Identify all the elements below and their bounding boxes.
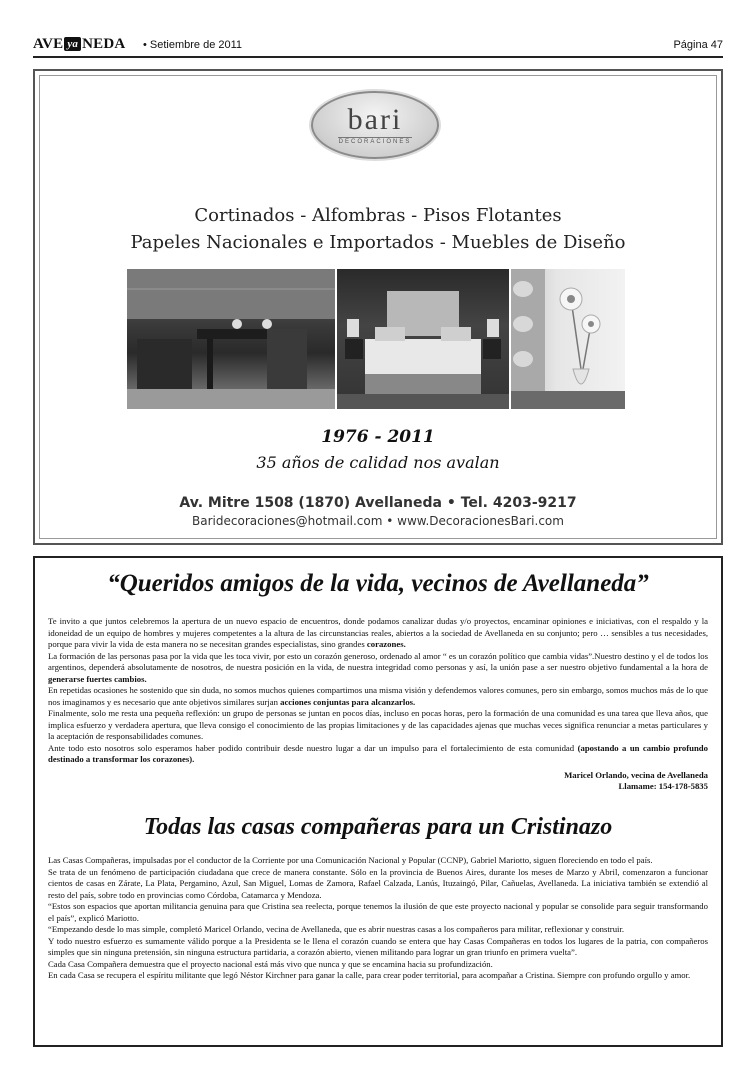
services-line-1: Cortinados - Alfombras - Pisos Flotantes [194,205,562,226]
ad-slogan: 35 años de calidad nos avalan [256,453,500,472]
page-number: Página 47 [673,39,723,51]
services-line-2: Papeles Nacionales e Importados - Muebles de Diseño [130,232,626,253]
article-1-body [48,616,708,766]
article-1-paragraph [48,685,708,708]
article-2-paragraph: En cada Casa se recupera el espíritu militante que legó Néstor Kirchner para ganar la calle, para crear poder territorial, para acompañar a Cristina. Siempre con profundo orgullo y amor. [48,970,691,980]
article-1-p2-text: La formación de las personas pasa por la vida que les toca vivir, por esto un corazón generoso, ordenado al amor “ es un corazón político que cambia vidas”.Nuestro destino y el de todos los argentinos, dependerá absolutamente de nosotros, de nuestra posición en la vida, de nuestra integridad como personas y así, la unión pase a ser nuestro objetivo fundamental a la hora de [48,650,708,672]
article-1-signature: Maricel Orlando, vecina de Avellaneda [564,770,708,780]
ad-years: 1976 - 2011 [321,427,435,447]
article-1-paragraph [48,651,708,686]
ad-address: Av. Mitre 1508 (1870) Avellaneda • Tel. 4203-9217 [179,495,577,511]
article-1-paragraph [48,616,708,651]
article-1-p2-bold: generarse fuertes cambios. [48,673,147,684]
article-2-paragraph: Se trata de un fenómeno de participación ciudadana que crece de manera constante. Sólo en la provincia de Buenos Aires, durante los meses de Marzo y Abril, comenzaron a funcionar cientos de casas en Zárate, La Plata, Pergamino, Azul, San Miguel, Lomas de Zamora, Rafael Calzada, Lanús, Ituzaingó, Pilar, Cañuelas, Avellaneda. La iniciativa también se extendió al resto del país, sobre todo en provincias como Córdoba, Catamarca y Mendoza. [48,866,708,900]
article-2-paragraph: Y todo nuestro esfuerzo es sumamente válido porque a la Presidenta se le llena el corazón cuando se entera que hay Casas Compañeras en todos los lugares de la patria, con compañeros simples que sin ninguna pretensión, sin ninguna estructura partidaria, a corazón abierto, vienen militando para lograr un gran triunfo en primera vuelta”. [48,935,708,957]
flower-vase-photo [511,269,625,409]
ad-services [35,202,721,256]
article-1-p5-text: Ante todo esto nosotros solo esperamos haber podido contribuir desde nuestro lugar a dar un impulso para el fortalecimiento de esta comunidad [48,742,578,753]
article-1-title: “Queridos amigos de la vida, vecinos de Avellaneda” [107,570,649,597]
bedroom-photo [337,269,509,409]
article-2-paragraph: Las Casas Compañeras, impulsadas por el conductor de la Corriente por una Comunicación Nacional y Popular (CCNP), Gabriel Mariotto, siguen floreciendo en todo el país. [48,855,653,865]
bari-logo [311,91,439,159]
article-2-paragraph: Cada Casa Compañera demuestra que el proyecto nacional está más vivo que nunca y que se encamina hacia su profundización. [48,958,493,969]
article-box [33,556,723,1047]
article-1-p5-bold: (apostando a un cambio profundo destinado a transformar los corazones). [48,742,708,764]
article-1-p3-text: En repetidas ocasiones he sostenido que sin duda, no somos muchos quienes compartimos una misma visión y defendemos valores comunes, pero sin embargo, somos muchos más de lo que nos imaginamos y es necesario que ante objetivos similares surjan [48,685,708,707]
brand-right: NEDA [82,36,126,52]
ad-photo-strip [127,269,625,409]
article-1-phone: Llamame: 154-178-5835 [618,781,708,791]
article-2-paragraph: “Estos son espacios que aportan militancia genuina para que Cristina sea reelecta, porque tenemos la ilusión de que este proyecto nacional y popular se consolide para seguir transformando el país”, explicó Mariotto. [48,901,708,923]
logo-subtitle: DECORACIONES [338,139,412,145]
logo-name: bari [347,103,403,136]
article-2-paragraph: “Empezando desde lo mas simple, completó Maricel Orlando, vecina de Avellaneda, que es abrir nuestras casas a los compañeros para militar, reflexionar y construir. [48,924,625,934]
article-1-paragraph [48,743,708,766]
article-1-p1-bold: corazones. [366,639,406,649]
ad-contact: Baridecoraciones@hotmail.com • www.DecoracionesBari.com [192,514,564,528]
article-1-p1-text: Te invito a que juntos celebremos la apertura de un nuevo espacio de encuentros, donde podamos canalizar dudas y/o proyectos, encaminar opiniones e iniciativas, con el respaldo y la idoneidad de un equipo de hombres y mujeres competentes a la altura de las circunstancias reales, abiertos a la sociedad de Avellaneda en su conjunto; pero … sensibles a tus necesidades, porque para vivir la vida de esta manera no se necesitan grandes especialistas, sino grandes [48,616,708,649]
article-2-body [48,855,708,982]
article-2-title: Todas las casas compañeras para un Cristinazo [143,814,613,840]
brand-left: AVE [33,36,64,52]
issue-date: • Setiembre de 2011 [143,39,243,51]
brand-mid: ya [64,37,81,51]
advertisement [33,69,723,545]
dining-room-photo [127,269,335,409]
page-header [33,36,723,58]
newspaper-logo [33,36,125,53]
article-1-p3-bold: acciones conjuntas para alcanzarlos. [280,696,416,707]
article-1-paragraph: Finalmente, solo me resta una pequeña reflexión: un grupo de personas se juntan en pocos días, incluso en pocas horas, pero la formación de una comunidad es una tarea que lleva años, que implica esfuerzo y verdadera apertura, que lleva consigo el conocimiento de las propias limitaciones y de las capacidades ajenas que muchas veces significa renunciar a metas particulares y la aceptación de responsabilidades comunes. [48,708,708,741]
